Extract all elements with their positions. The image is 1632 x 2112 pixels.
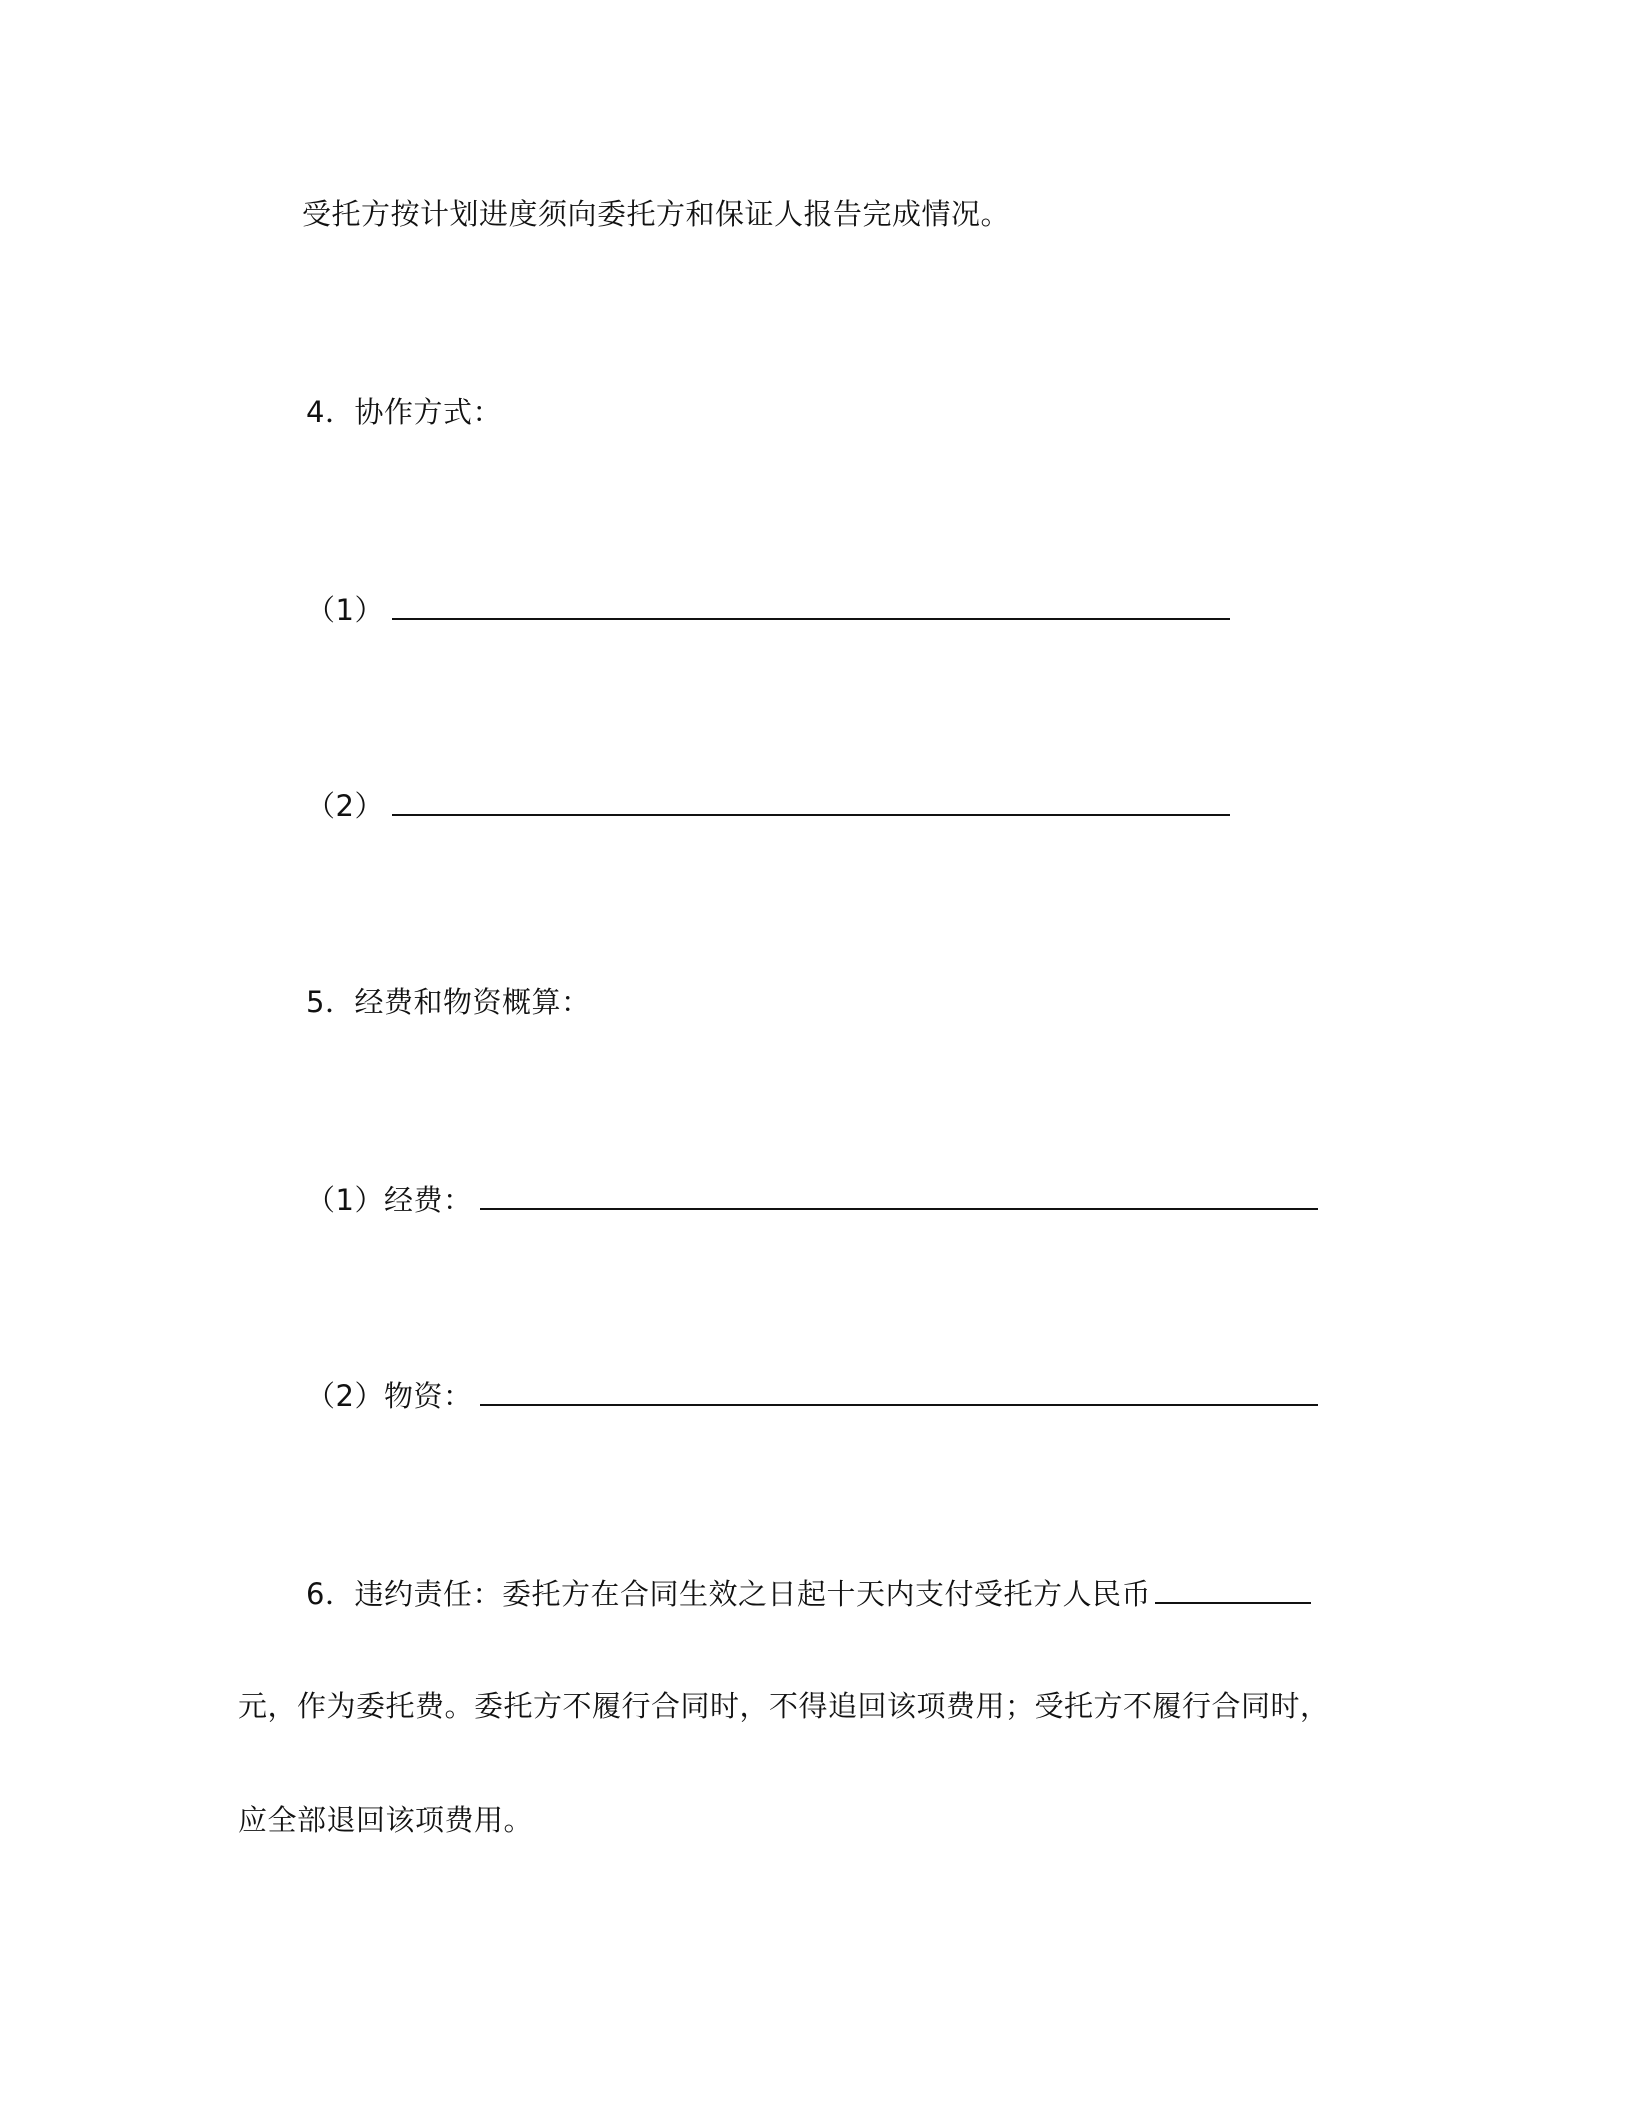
section-5-item-1 [306, 1178, 1318, 1220]
section-5-heading [306, 982, 590, 1022]
funding-blank[interactable] [480, 1178, 1318, 1210]
section-6-line-1 [306, 1572, 1311, 1614]
section-4-item-1-blank[interactable] [392, 588, 1230, 620]
section-5-item-2 [306, 1374, 1318, 1416]
section-5-heading-label: 5．经费和物资概算： [306, 985, 591, 1019]
section-4-item-1 [306, 588, 1230, 630]
fee-amount-blank[interactable] [1155, 1572, 1311, 1604]
materials-blank[interactable] [480, 1374, 1318, 1406]
section-4-item-2-blank[interactable] [392, 784, 1230, 816]
section-4-item-1-label: （1） [306, 593, 384, 627]
progress-report-text [302, 194, 1010, 234]
progress-report-label: 受托方按计划进度须向委托方和保证人报告完成情况。 [302, 197, 1011, 231]
section-4-item-2-label: （2） [306, 789, 384, 823]
section-4-item-2 [306, 784, 1230, 826]
section-6-line-3-label: 应全部退回该项费用。 [238, 1803, 534, 1837]
section-4-heading [306, 392, 502, 432]
section-6-line-2-label: 元，作为委托费。委托方不履行合同时，不得追回该项费用；受托方不履行合同时， [238, 1689, 1330, 1723]
section-6-line-3 [238, 1800, 533, 1840]
section-5-item-1-label: （1）经费： [306, 1183, 473, 1217]
section-5-item-2-label: （2）物资： [306, 1379, 473, 1413]
section-6-line-1-label: 6．违约责任：委托方在合同生效之日起十天内支付受托方人民币 [306, 1577, 1151, 1611]
section-4-heading-label: 4．协作方式： [306, 395, 502, 429]
section-6-line-2 [238, 1686, 1330, 1726]
